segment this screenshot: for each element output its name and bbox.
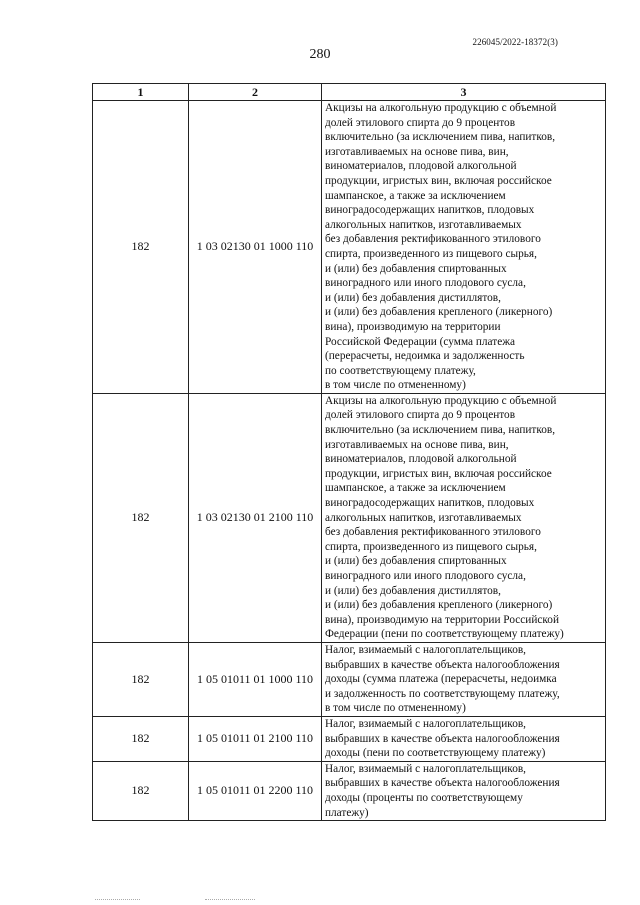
description-line: выбравших в качестве объекта налогообложения [325, 777, 560, 790]
description-line: Налог, взимаемый с налогоплательщиков, [325, 717, 527, 730]
description-line: доходы (проценты по соответствующему [325, 791, 523, 804]
budget-code-cell: 1 03 02130 01 2100 110 [189, 393, 322, 642]
description-line: вина), производимую на территории Российской [325, 613, 559, 626]
column-header-2: 2 [189, 84, 322, 101]
budget-code-cell: 1 05 01011 01 2100 110 [189, 716, 322, 761]
budget-code-cell: 1 03 02130 01 1000 110 [189, 101, 322, 394]
description-line: алкогольных напитков, изготавливаемых [325, 511, 522, 524]
description-cell [322, 761, 606, 820]
description-line: долей этилового спирта до 9 процентов [325, 409, 516, 422]
description-line: и (или) без добавления дистиллятов, [325, 291, 501, 304]
footer-line-left [95, 899, 140, 900]
classification-table [92, 83, 606, 821]
table-row [93, 101, 606, 394]
description-line: платежу) [325, 806, 369, 819]
description-line: виноматериалов, плодовой алкогольной [325, 160, 517, 173]
description-line: без добавления ректификованного этилового [325, 233, 541, 246]
description-line: и (или) без добавления крепленого (ликерного) [325, 599, 553, 612]
description-line: и (или) без добавления крепленого (ликерного) [325, 306, 553, 319]
description-line: Акцизы на алкогольную продукцию с объемной [325, 102, 557, 114]
description-line: (перерасчеты, недоимка и задолженность [325, 350, 525, 363]
description-line: Акцизы на алкогольную продукцию с объемной [325, 394, 557, 407]
description-line: долей этилового спирта до 9 процентов [325, 116, 516, 129]
budget-code-cell: 1 05 01011 01 1000 110 [189, 642, 322, 716]
description-line: шампанское, а также за исключением [325, 189, 506, 202]
admin-code-cell: 182 [93, 716, 189, 761]
budget-code-cell: 1 05 01011 01 2200 110 [189, 761, 322, 820]
description-line: спирта, произведенного из пищевого сырья, [325, 540, 537, 553]
admin-code-cell: 182 [93, 642, 189, 716]
table-row [93, 716, 606, 761]
description-line: включительно (за исключением пива, напитков, [325, 424, 556, 437]
description-line: Налог, взимаемый с налогоплательщиков, [325, 643, 527, 656]
description-line: и (или) без добавления спиртованных [325, 262, 507, 275]
footer-line-right [205, 899, 255, 900]
table-row [93, 761, 606, 820]
description-line: без добавления ректификованного этилового [325, 526, 541, 539]
description-line: доходы (сумма платежа (перерасчеты, недоимка [325, 673, 557, 686]
description-line: и задолженность по соответствующему платежу, [325, 687, 560, 700]
description-line: продукции, игристых вин, включая российское [325, 174, 552, 187]
description-line: виноградосодержащих напитков, плодовых [325, 204, 535, 217]
column-header-3: 3 [322, 84, 606, 101]
description-line: продукции, игристых вин, включая российское [325, 467, 552, 480]
description-line: шампанское, а также за исключением [325, 482, 506, 495]
description-line: доходы (пени по соответствующему платежу) [325, 747, 546, 760]
page-number: 280 [309, 47, 331, 62]
description-cell [322, 642, 606, 716]
description-line: виноматериалов, плодовой алкогольной [325, 453, 517, 466]
description-line: виноградного или иного плодового сусла, [325, 277, 526, 290]
description-line: виноградного или иного плодового сусла, [325, 570, 526, 582]
description-line: Налог, взимаемый с налогоплательщиков, [325, 762, 527, 775]
description-line: и (или) без добавления дистиллятов, [325, 584, 501, 597]
table-row [93, 642, 606, 716]
description-line: виноградосодержащих напитков, плодовых [325, 497, 535, 510]
description-line: включительно (за исключением пива, напитков, [325, 131, 556, 144]
description-line: Российской Федерации (сумма платежа [325, 335, 516, 348]
description-line: и (или) без добавления спиртованных [325, 555, 507, 568]
description-line: по соответствующему платежу, [325, 364, 476, 377]
description-line: выбравших в качестве объекта налогообложения [325, 658, 560, 671]
document-id: 226045/2022-18372(3) [472, 37, 558, 47]
admin-code-cell: 182 [93, 761, 189, 820]
table-row [93, 393, 606, 642]
description-cell [322, 716, 606, 761]
description-line: изготавливаемых на основе пива, вин, [325, 145, 509, 158]
description-line: вина), производимую на территории [325, 320, 501, 333]
admin-code-cell: 182 [93, 101, 189, 394]
admin-code-cell: 182 [93, 393, 189, 642]
description-line: в том числе по отмененному) [325, 379, 466, 392]
description-line: в том числе по отмененному) [325, 702, 466, 715]
table-header-row [93, 84, 606, 101]
description-line: алкогольных напитков, изготавливаемых [325, 218, 522, 231]
description-line: изготавливаемых на основе пива, вин, [325, 438, 509, 451]
column-header-1: 1 [93, 84, 189, 101]
description-cell [322, 101, 606, 394]
description-cell [322, 393, 606, 642]
description-line: выбравших в качестве объекта налогообложения [325, 732, 560, 745]
description-line: Федерации (пени по соответствующему платежу) [325, 628, 564, 641]
description-line: спирта, произведенного из пищевого сырья, [325, 247, 537, 260]
table-body [93, 101, 606, 821]
